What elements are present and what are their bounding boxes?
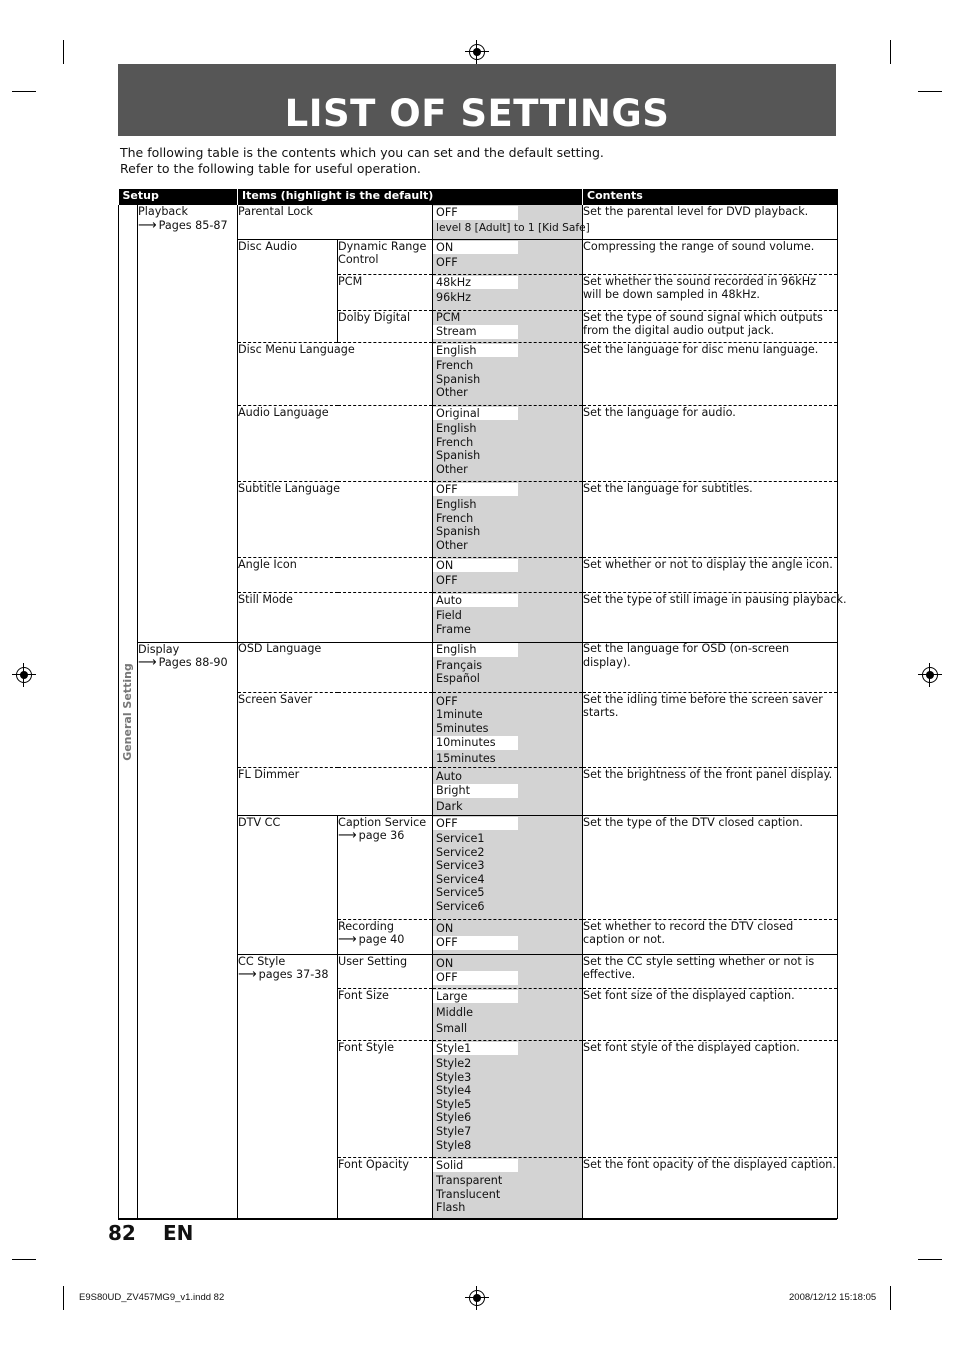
value: Service2 — [436, 845, 485, 859]
general-setting-cell — [119, 205, 138, 1219]
contents-cell: Set font size of the displayed caption. — [583, 988, 838, 1040]
default-value: ON — [433, 241, 518, 255]
settings-table — [118, 189, 847, 1220]
contents-cell: Set the language for disc menu language. — [583, 342, 838, 405]
default-value: 10minutes — [433, 736, 518, 750]
value: Flash — [436, 1201, 466, 1215]
values-cell — [433, 767, 583, 815]
value: Style4 — [436, 1084, 472, 1098]
values-cell — [433, 557, 583, 592]
default-value: OFF — [433, 206, 518, 220]
contents-cell: Set whether the sound recorded in 96kHz will be down sampled in 48kHz. — [583, 274, 838, 310]
sub-pages: page 40 — [358, 933, 405, 947]
item-screen-saver: Screen Saver — [238, 692, 433, 767]
value: ON — [436, 956, 454, 970]
item-pages: pages 37-38 — [258, 968, 329, 982]
value: Service3 — [436, 859, 485, 873]
values-cell — [433, 592, 583, 642]
contents-cell: Set the language for subtitles. — [583, 481, 838, 557]
value: Transparent — [436, 1174, 503, 1188]
sub-label: Caption Service — [338, 815, 427, 829]
registration-mark-icon — [16, 667, 32, 683]
value: Frame — [436, 622, 471, 636]
intro-line-1: The following table is the contents which you can set and the default setting. — [120, 145, 604, 160]
default-value: Style1 — [433, 1042, 518, 1056]
value: Español — [436, 672, 480, 686]
crop-mark — [63, 40, 64, 64]
page-title: LIST OF SETTINGS — [284, 92, 670, 135]
contents-cell: Set the brightness of the front panel display. — [583, 767, 838, 815]
values-cell — [433, 310, 583, 342]
sub-dynamic-range: Dynamic Range Control — [338, 239, 433, 274]
section-name: Playback — [138, 205, 188, 218]
values-cell — [433, 988, 583, 1040]
contents-cell: Compressing the range of sound volume. — [583, 239, 838, 274]
default-value: 48kHz — [433, 276, 518, 290]
header-contents: Contents — [583, 189, 838, 205]
values-cell — [433, 274, 583, 310]
value: Style2 — [436, 1057, 472, 1071]
value: Service6 — [436, 900, 485, 914]
contents-cell: Set the language for OSD (on-screen display). — [583, 642, 838, 692]
value: Middle — [436, 1006, 473, 1020]
arrow-right-icon: ⟶ — [338, 828, 357, 844]
arrow-right-icon: ⟶ — [138, 655, 157, 671]
value: PCM — [436, 310, 461, 324]
value: Style5 — [436, 1097, 472, 1111]
sub-label: Recording — [338, 919, 394, 933]
value: Field — [436, 609, 462, 623]
value: 1minute — [436, 708, 483, 722]
value: Auto — [436, 769, 462, 783]
value: 5minutes — [436, 721, 489, 735]
value: Style8 — [436, 1138, 472, 1152]
sub-font-style: Font Style — [338, 1040, 433, 1157]
values-cell — [433, 342, 583, 405]
values-cell — [433, 1040, 583, 1157]
sub-user-setting: User Setting — [338, 954, 433, 988]
contents-cell: Set the idling time before the screen saver starts. — [583, 692, 838, 767]
footer-timestamp: 2008/12/12 15:18:05 — [789, 1292, 877, 1303]
value: French — [436, 511, 474, 525]
value: Other — [436, 538, 468, 552]
value: OFF — [436, 694, 458, 708]
value: OFF — [436, 574, 458, 588]
values-cell — [433, 481, 583, 557]
item-osd-language: OSD Language — [238, 642, 433, 692]
value: Français — [436, 658, 483, 672]
contents-cell: Set whether to record the DTV closed caption or not. — [583, 919, 838, 954]
item-cc-style — [238, 954, 338, 1219]
intro-line-2: Refer to the following table for useful operation. — [120, 161, 421, 176]
sub-pages: page 36 — [358, 829, 405, 843]
contents-cell: Set whether or not to display the angle icon. — [583, 557, 838, 592]
contents-cell: Set the font opacity of the displayed caption. — [583, 1157, 838, 1219]
value: Other — [436, 386, 468, 400]
section-pages: Pages 85-87 — [158, 218, 228, 232]
sub-recording — [338, 919, 433, 954]
contents-cell: Set the type of still image in pausing playback. — [583, 592, 838, 642]
value: 15minutes — [436, 751, 496, 765]
table-header-row — [119, 189, 838, 205]
value: French — [436, 359, 474, 373]
item-disc-menu-language: Disc Menu Language — [238, 342, 433, 405]
sub-pcm: PCM — [338, 274, 433, 310]
item-angle-icon: Angle Icon — [238, 557, 433, 592]
item-parental-lock: Parental Lock — [238, 205, 433, 239]
value: Service4 — [436, 872, 485, 886]
contents-cell: Set the parental level for DVD playback. — [583, 205, 838, 239]
registration-mark-icon — [469, 1290, 485, 1306]
arrow-right-icon: ⟶ — [338, 932, 357, 948]
default-value: ON — [433, 559, 518, 573]
value: English — [436, 498, 477, 512]
contents-cell: Set the type of the DTV closed caption. — [583, 815, 838, 919]
default-value: Original — [433, 407, 518, 421]
sub-font-size: Font Size — [338, 988, 433, 1040]
default-value: OFF — [433, 483, 518, 497]
values-cell — [433, 1157, 583, 1219]
contents-cell: Set the CC style setting whether or not is effective. — [583, 954, 838, 988]
value: level 8 [Adult] to 1 [Kid Safe] — [436, 221, 590, 234]
footer-file: E9S80UD_ZV457MG9_v1.indd 82 — [79, 1292, 225, 1303]
value: Service1 — [436, 832, 485, 846]
value: Spanish — [436, 372, 481, 386]
value: Small — [436, 1022, 468, 1036]
default-value: Bright — [433, 784, 518, 798]
value: Spanish — [436, 449, 481, 463]
default-value: English — [433, 643, 518, 657]
values-cell — [433, 205, 590, 239]
sub-caption-service — [338, 815, 433, 919]
default-value: Auto — [433, 594, 518, 608]
default-value: OFF — [433, 971, 518, 985]
section-display — [138, 642, 238, 1219]
value: OFF — [436, 256, 458, 270]
registration-mark-icon — [469, 44, 485, 60]
contents-cell: Set the language for audio. — [583, 405, 838, 481]
item-dtv-cc: DTV CC — [238, 815, 338, 954]
value: 96kHz — [436, 291, 472, 305]
value: Spanish — [436, 525, 481, 539]
crop-mark — [12, 1259, 36, 1260]
default-value: OFF — [433, 936, 518, 950]
value: Translucent — [436, 1187, 501, 1201]
default-value: Stream — [433, 325, 518, 339]
crop-mark — [918, 1259, 942, 1260]
contents-cell: Set font style of the displayed caption. — [583, 1040, 838, 1157]
item-audio-language: Audio Language — [238, 405, 433, 481]
values-cell — [433, 642, 583, 692]
registration-mark-icon — [922, 667, 938, 683]
contents-cell: Set the type of sound signal which outputs from the digital audio output jack. — [583, 310, 838, 342]
item-fl-dimmer: FL Dimmer — [238, 767, 433, 815]
item-still-mode: Still Mode — [238, 592, 433, 642]
arrow-right-icon: ⟶ — [238, 967, 257, 983]
sub-font-opacity: Font Opacity — [338, 1157, 433, 1219]
default-value: Large — [433, 990, 518, 1004]
default-value: English — [433, 344, 518, 358]
value: Dark — [436, 799, 463, 813]
value: Style7 — [436, 1125, 472, 1139]
crop-mark — [63, 1286, 64, 1310]
value: Style6 — [436, 1111, 472, 1125]
values-cell — [433, 954, 583, 988]
value: Service5 — [436, 886, 485, 900]
values-cell — [433, 239, 583, 274]
item-disc-audio: Disc Audio — [238, 239, 338, 342]
default-value: OFF — [433, 817, 518, 831]
value: English — [436, 422, 477, 436]
default-value: Solid — [433, 1159, 518, 1173]
item-label: CC Style — [238, 954, 286, 968]
page-language: EN — [163, 1221, 194, 1245]
values-cell — [433, 405, 583, 481]
sub-dolby-digital: Dolby Digital — [338, 310, 433, 342]
general-setting-label: General Setting — [121, 662, 135, 761]
value: Other — [436, 462, 468, 476]
values-cell — [433, 692, 583, 767]
item-subtitle-language: Subtitle Language — [238, 481, 433, 557]
values-cell — [433, 919, 583, 954]
page-number: 82 — [108, 1221, 136, 1245]
value: French — [436, 435, 474, 449]
section-name: Display — [138, 642, 180, 656]
value: ON — [436, 921, 454, 935]
table-row — [119, 205, 838, 239]
table-row — [119, 642, 838, 692]
table-bottom-rule — [118, 1218, 837, 1220]
arrow-right-icon: ⟶ — [138, 217, 157, 233]
values-cell — [433, 815, 583, 919]
section-playback — [138, 205, 238, 642]
section-pages: Pages 88-90 — [158, 656, 228, 670]
crop-mark — [890, 40, 891, 64]
header-items: Items (highlight is the default) — [238, 189, 583, 205]
crop-mark — [890, 1286, 891, 1310]
value: Style3 — [436, 1070, 472, 1084]
header-setup: Setup — [119, 189, 238, 205]
